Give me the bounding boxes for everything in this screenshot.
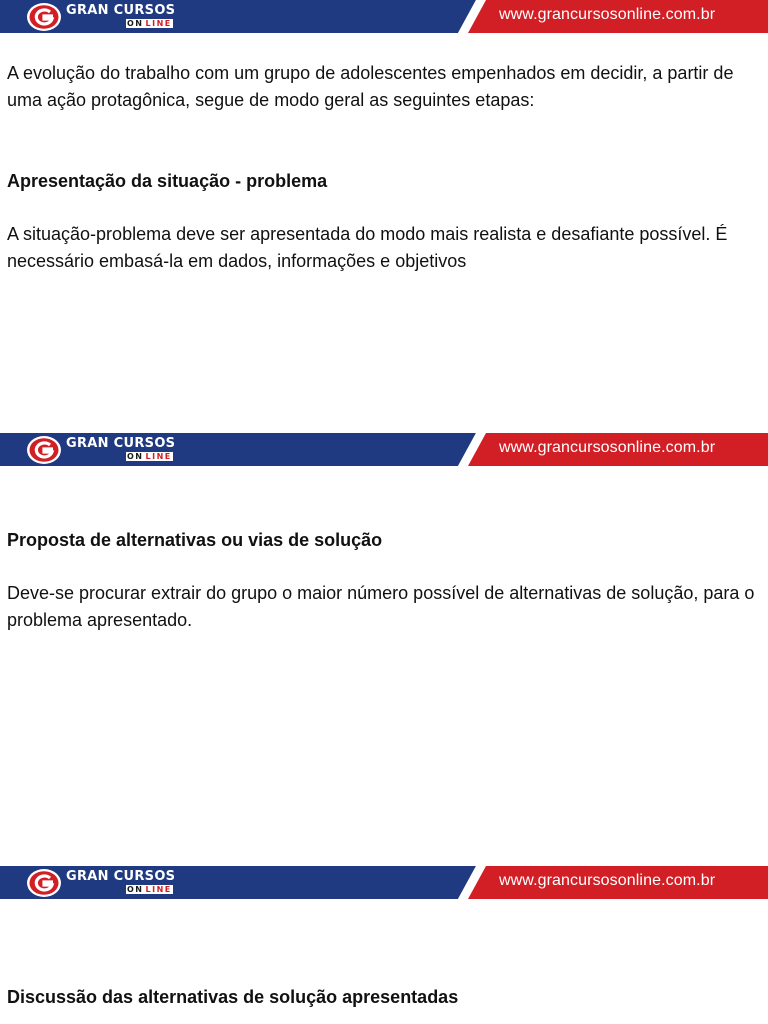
header-banner [0,433,768,466]
g-logo-icon [26,2,62,32]
brand-online [126,885,173,895]
gran-cursos-logo[interactable] [26,868,196,898]
intro-paragraph: A evolução do trabalho com um grupo de adolescentes empenhados em decidir, a partir de uma ação protagônica, segue de modo geral as seguintes etapas: [7,63,734,110]
header-banner [0,0,768,33]
section-heading: Proposta de alternativas ou vias de solução [7,530,383,550]
brand-online-on: ON [127,885,144,894]
site-url-link[interactable]: www.grancursosonline.com.br [499,872,716,889]
section-heading: Apresentação da situação - problema [7,171,328,191]
brand-online-line: LINE [145,885,172,894]
brand-online [126,19,173,29]
g-logo-icon [26,435,62,465]
section-body: Deve-se procurar extrair do grupo o maior número possível de alternativas de solução, para o problema apresentado. [7,583,755,630]
brand-online-line: LINE [145,452,172,461]
gran-cursos-logo[interactable] [26,435,196,465]
brand-name: GRAN CURSOS [66,3,176,18]
site-url-link[interactable]: www.grancursosonline.com.br [499,6,716,23]
brand-online-on: ON [127,452,144,461]
section-body: A situação-problema deve ser apresentada do modo mais realista e desafiante possível. É necessário embasá-la em dados, informações e objetivos [7,224,728,271]
brand-online [126,452,173,462]
header-banner [0,866,768,899]
g-logo-icon [26,868,62,898]
brand-online-line: LINE [145,19,172,28]
brand-name: GRAN CURSOS [66,869,176,884]
gran-cursos-logo[interactable] [26,2,196,32]
section-heading: Discussão das alternativas de solução apresentadas [7,987,459,1007]
site-url-link[interactable]: www.grancursosonline.com.br [499,439,716,456]
brand-name: GRAN CURSOS [66,436,176,451]
brand-online-on: ON [127,19,144,28]
